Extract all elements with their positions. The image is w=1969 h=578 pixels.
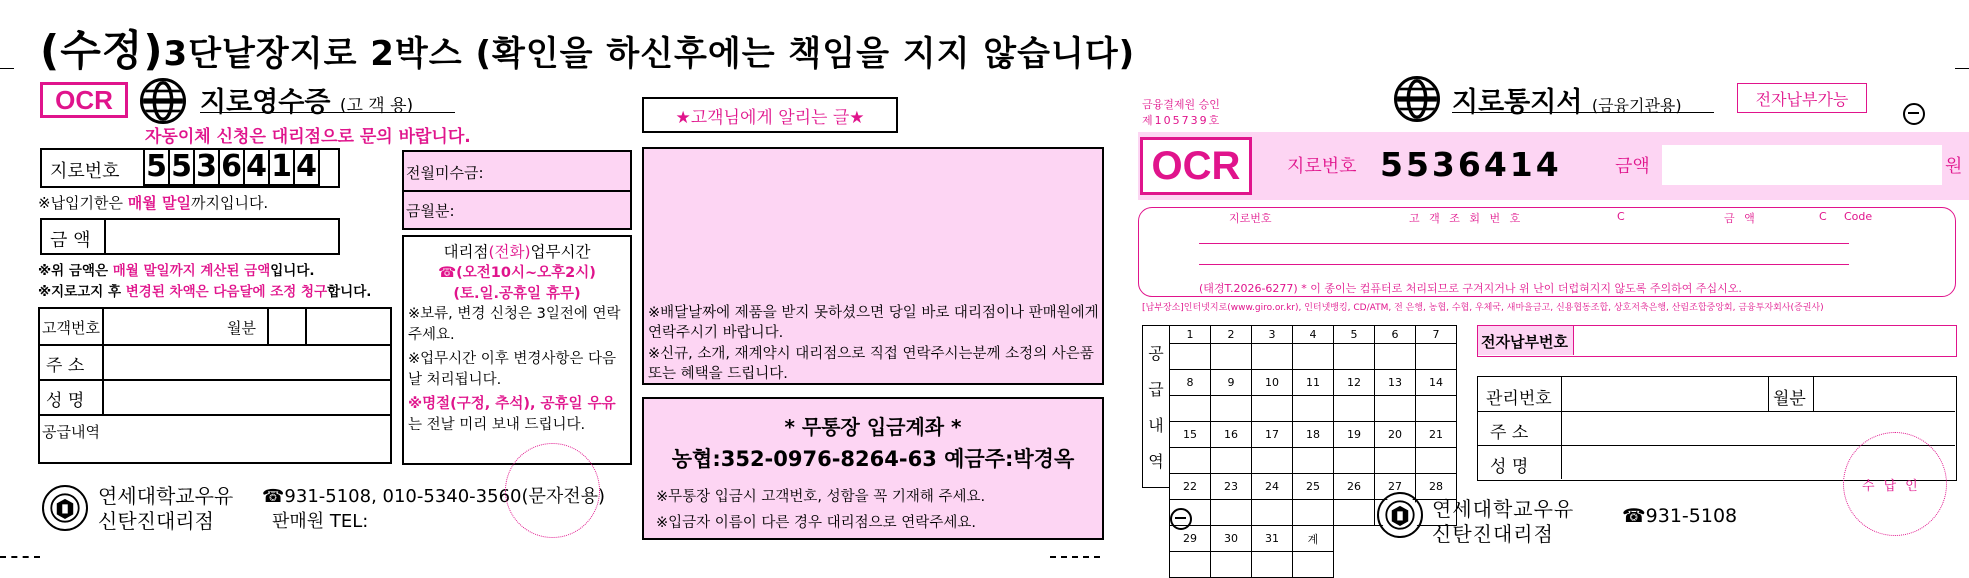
- day-cell: 29: [1170, 526, 1211, 552]
- hours-box: [402, 235, 632, 465]
- address-label: 주 소: [1490, 423, 1529, 443]
- notice-heading: ★고객님에게 알리는 글★: [642, 97, 898, 133]
- amount-divider: [104, 220, 106, 253]
- hours-item1: ※보류, 변경 신청은 3일전에 연락주세요.: [408, 306, 621, 343]
- day-cell: 7: [1416, 326, 1457, 344]
- customer-table: [38, 307, 392, 464]
- day-cell: 13: [1375, 370, 1416, 396]
- notice-diff-suffix: 합니다.: [327, 284, 372, 300]
- left-phone: ☎931-5108, 010-5340-3560(문자전용): [262, 486, 606, 507]
- name-label: 성 명: [46, 391, 85, 411]
- day-cell: 4: [1293, 326, 1334, 344]
- mgmt-label: 관리번호: [1486, 389, 1552, 409]
- day-cell: 26: [1334, 474, 1375, 500]
- name-label: 성 명: [1490, 457, 1529, 477]
- field-header-amount: 금 액: [1724, 212, 1758, 225]
- day-cell: 14: [1416, 370, 1457, 396]
- giro-number-box: [40, 148, 340, 188]
- day-cell: 15: [1170, 422, 1211, 448]
- hours-item3-highlight: ※명절(구정, 추석), 공휴일 우유: [408, 396, 616, 412]
- row-divider: [40, 379, 390, 381]
- row-divider: [1478, 411, 1955, 412]
- days-row-blank: [1170, 396, 1457, 422]
- registration-mark-icon: [1903, 103, 1925, 125]
- deadline-suffix: 까지입니다.: [190, 194, 269, 212]
- registration-mark-bar: [1908, 112, 1919, 114]
- month-label: 월분: [1773, 389, 1806, 409]
- page-title-main: 3단낱장지로 2박스 (확인을 하신후에는 책임을 지지 않습니다): [163, 34, 1136, 74]
- giro-digit: 1: [268, 148, 295, 186]
- page-title-prefix: (수정): [40, 26, 164, 75]
- receipt-stamp-label: 수납인: [1862, 479, 1927, 494]
- hours-closed: (토.일.공휴일 휴무): [453, 286, 581, 302]
- right-phone: ☎931-5108: [1622, 505, 1738, 527]
- tick-mark: [1955, 68, 1969, 69]
- left-org-name: 연세대학교우유: [98, 484, 234, 508]
- day-cell: 24: [1252, 474, 1293, 500]
- hours-item3-suffix: 는 전날 미리 보내 드립니다.: [408, 417, 586, 433]
- field-header-check1: C: [1617, 210, 1625, 223]
- left-branch-name: 신탄진대리점: [98, 509, 214, 533]
- cut-line: [1050, 556, 1100, 558]
- notice-amount: [38, 259, 315, 279]
- form-note: [1199, 280, 1742, 296]
- title-underline: [1452, 112, 1714, 113]
- day-cell: 6: [1375, 326, 1416, 344]
- won-label: 원: [1945, 156, 1963, 177]
- notice-title-text: 지로통지서: [1452, 87, 1583, 118]
- bank-box: [642, 397, 1104, 540]
- payment-places: [납부장소]인터넷지로(www.giro.or.kr), 인터넷뱅킹, CD/ATM, 전 은행, 농협, 수협, 우체국, 새마을금고, 신용협동조합, 상호저축은행, 산림조합중앙회, 금융투자회사(증권사): [1142, 303, 1824, 313]
- day-cell: 25: [1293, 474, 1334, 500]
- field-line: [1199, 243, 1849, 244]
- approval-line1: 금융결제원 승인: [1142, 98, 1220, 111]
- bank-heading: * 무통장 입금계좌 *: [784, 415, 962, 439]
- right-org-name: 연세대학교우유: [1432, 497, 1575, 521]
- amount-field[interactable]: [1662, 145, 1942, 185]
- col-divider: [1813, 377, 1814, 411]
- day-cell: 8: [1170, 370, 1211, 396]
- day-cell: 19: [1334, 422, 1375, 448]
- giro-digit: 5: [168, 148, 195, 186]
- supply-label: 공급내역: [42, 423, 100, 441]
- e-pay-divider: [1573, 326, 1574, 355]
- registration-mark-bar: [1175, 517, 1186, 519]
- notice-amount-suffix: 입니다.: [270, 263, 315, 279]
- month-label: 월분: [227, 319, 256, 337]
- e-pay-number-label: 전자납부번호: [1481, 333, 1568, 351]
- supply-side-text: 공 급 내 역: [1148, 344, 1164, 471]
- giro-digit: 6: [218, 148, 245, 186]
- notice-diff-highlight: 변경된 차액은 다음달에 조정 청구: [125, 284, 328, 300]
- hours-title-prefix: 대리점: [443, 243, 489, 261]
- right-branch-name: 신탄진대리점: [1432, 522, 1554, 546]
- day-cell: 20: [1375, 422, 1416, 448]
- day-cell: 2: [1211, 326, 1252, 344]
- approval-line2: 제105739호: [1142, 114, 1222, 127]
- globe-logo-icon: [1394, 76, 1440, 122]
- day-cell: 17: [1252, 422, 1293, 448]
- address-label: 주 소: [46, 356, 85, 376]
- notice-title: [1452, 80, 1682, 119]
- day-cell: 9: [1211, 370, 1252, 396]
- notice-referral: ※신규, 소개, 재계약시 대리점으로 직접 연락주시는분께 소정의 사은품 또는 혜택을 드립니다.: [648, 346, 1094, 382]
- hours-title: [404, 240, 630, 262]
- giro-digits: [143, 148, 318, 186]
- day-cell: 23: [1211, 474, 1252, 500]
- unpaid-box: [402, 150, 632, 230]
- notice-subtitle: (금융기관용): [1591, 96, 1682, 115]
- col-divider: [102, 309, 104, 414]
- day-cell: 27: [1375, 474, 1416, 500]
- field-header-giro: 지로번호: [1229, 212, 1272, 225]
- giro-digit: 5: [143, 148, 170, 186]
- supply-side-label: [1142, 325, 1170, 488]
- day-cell: 22: [1170, 474, 1211, 500]
- day-cell: 1: [1170, 326, 1211, 344]
- form-note-code: (태경T.2026-6277): [1199, 282, 1298, 295]
- giro-digit: 4: [243, 148, 270, 186]
- days-row-blank: [1170, 552, 1457, 578]
- days-row: [1170, 370, 1457, 396]
- col-divider: [267, 309, 269, 344]
- day-cell: 11: [1293, 370, 1334, 396]
- hours-title-highlight: (전화): [488, 243, 531, 261]
- day-cell: 5: [1334, 326, 1375, 344]
- hours-item3: [408, 394, 626, 436]
- cut-line: [0, 556, 40, 558]
- receipt-stamp-area: [1843, 432, 1947, 536]
- tick-mark: [0, 68, 14, 69]
- notice-diff-prefix: ※지로고지 후: [38, 284, 126, 300]
- row-divider: [404, 190, 630, 192]
- days-row: [1170, 326, 1457, 344]
- notice-amount-highlight: 매월 말일까지 계산된 금액: [112, 263, 271, 279]
- notice-delivery: ※배달날짜에 제품을 받지 못하셨으면 당일 바로 대리점이나 판매원에게 연락주시기 바랍니다.: [648, 305, 1099, 341]
- e-pay-number-box: [1477, 325, 1957, 357]
- hours-item2: ※업무시간 이후 변경사항은 다음날 처리됩니다.: [408, 351, 617, 388]
- days-row-blank: [1170, 448, 1457, 474]
- globe-logo-icon: [140, 78, 186, 124]
- deadline-highlight: 매월 말일: [127, 194, 191, 212]
- amount-label: 금 액: [50, 230, 91, 251]
- day-cell: 12: [1334, 370, 1375, 396]
- giro-number: 5536414: [1380, 145, 1562, 184]
- notice-amount-prefix: ※위 금액은: [38, 263, 113, 279]
- amount-label: 금액: [1615, 156, 1650, 177]
- customer-no-label: 고객번호: [42, 319, 100, 337]
- hours-time: ☎(오전10시~오후2시): [438, 265, 596, 281]
- day-cell: 21: [1416, 422, 1457, 448]
- form-note-text: * 이 종이는 컴퓨터로 처리되므로 구겨지거나 위 난이 더럽혀지지 않도록 주의하여 주십시오.: [1301, 282, 1742, 295]
- university-seal-icon: [1377, 492, 1423, 538]
- giro-digit: 4: [293, 148, 320, 186]
- day-cell: 30: [1211, 526, 1252, 552]
- bank-note1: ※무통장 입금시 고객번호, 성함을 꼭 기재해 주세요.: [656, 489, 986, 505]
- bank-account: 농협:352-0976-8264-63 예금주:박경옥: [671, 447, 1075, 471]
- page-title: [40, 18, 1135, 78]
- col-divider: [305, 309, 307, 344]
- stamp-area: [505, 443, 600, 538]
- receipt-title: [200, 80, 413, 119]
- notice-box: [642, 147, 1104, 385]
- field-header-check2: C: [1819, 210, 1827, 223]
- col-divider: [1768, 377, 1769, 411]
- title-underline: [200, 112, 455, 113]
- field-line: [1199, 264, 1849, 265]
- col-divider: [1561, 377, 1562, 479]
- seller-tel-label: 판매원 TEL:: [272, 511, 369, 532]
- days-row-blank: [1170, 344, 1457, 370]
- hours-title-suffix: 업무시간: [530, 243, 591, 261]
- day-cell: 3: [1252, 326, 1293, 344]
- ocr-badge: OCR: [1140, 137, 1252, 195]
- deadline-note: [38, 192, 268, 213]
- this-month-label: 금월분:: [406, 202, 455, 220]
- days-row: [1170, 422, 1457, 448]
- day-cell: 계: [1293, 526, 1334, 552]
- giro-label: 지로번호: [50, 161, 120, 182]
- amount-box: [40, 218, 340, 255]
- ocr-badge: OCR: [40, 82, 128, 118]
- day-cell: 18: [1293, 422, 1334, 448]
- day-cell: 10: [1252, 370, 1293, 396]
- giro-digit: 3: [193, 148, 220, 186]
- day-cell: 28: [1416, 474, 1457, 500]
- row-divider: [40, 414, 390, 416]
- field-header-customer-lookup: 고 객 조 회 번 호: [1409, 212, 1524, 225]
- deadline-prefix: ※납입기한은: [38, 194, 128, 212]
- giro-label: 지로번호: [1287, 156, 1357, 177]
- day-cell: 31: [1252, 526, 1293, 552]
- prev-unpaid-label: 전월미수금:: [406, 164, 484, 182]
- field-header-code: Code: [1844, 210, 1873, 223]
- ocr-field-strip: [1138, 207, 1956, 297]
- day-cell: 16: [1211, 422, 1252, 448]
- receipt-subtitle: (고 객 용): [339, 96, 414, 116]
- bank-note2: ※입금자 이름이 다른 경우 대리점으로 연락주세요.: [656, 515, 976, 531]
- receipt-title-text: 지로영수증: [200, 87, 331, 118]
- notice-diff: [38, 280, 371, 300]
- row-divider: [40, 344, 390, 346]
- days-grid: [1169, 325, 1457, 578]
- auto-transfer-note: 자동이체 신청은 대리점으로 문의 바랍니다.: [145, 127, 471, 147]
- registration-mark-icon: [1170, 508, 1192, 530]
- e-payment-badge: 전자납부가능: [1737, 83, 1867, 113]
- university-seal-icon: [42, 485, 88, 531]
